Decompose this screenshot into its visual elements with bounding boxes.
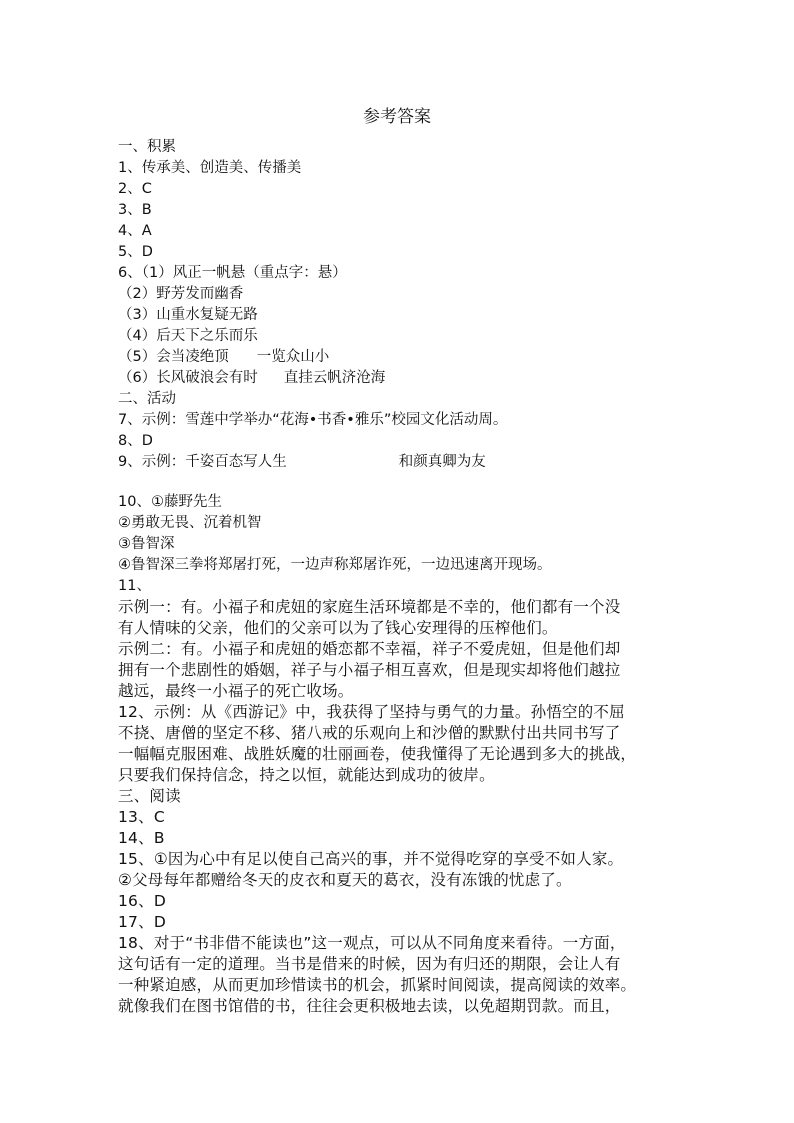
answer-line: 一幅幅克服困难、战胜妖魔的壮丽画卷，使我懂得了无论遇到多大的挑战， bbox=[118, 745, 637, 763]
answer-line: 就像我们在图书馆借的书，往往会更积极地去读，以免超期罚款。而且， bbox=[118, 997, 621, 1015]
answer-line: 有人情味的父亲，他们的父亲可以为了钱心安理得的压榨他们。 bbox=[118, 619, 558, 637]
page-title: 参考答案 bbox=[363, 107, 431, 127]
answer-line: 5、D bbox=[118, 244, 153, 260]
answer-line: 12、示例：从《西游记》中，我获得了坚持与勇气的力量。孙悟空的不屈 bbox=[118, 703, 625, 721]
answer-line bbox=[118, 452, 486, 472]
answer-part: （6）长风破浪会有时 bbox=[118, 370, 258, 386]
answer-line: 7、示例：雪莲中学举办“花海•书香•雅乐”校园文化活动周。 bbox=[118, 412, 508, 428]
answer-line: 11、 bbox=[118, 578, 151, 594]
answer-line: 4、A bbox=[118, 223, 152, 239]
answer-line: 2、C bbox=[118, 181, 152, 197]
answer-line: 一种紧迫感，从而更加珍惜读书的机会，抓紧时间阅读，提高阅读的效率。 bbox=[118, 976, 637, 994]
answer-line: 6、（1）风正一帆悬（重点字：悬） bbox=[118, 265, 347, 281]
answer-line: （4）后天下之乐而乐 bbox=[118, 328, 258, 344]
answer-line: 越远，最终一小福子的死亡收场。 bbox=[118, 682, 354, 700]
answer-line: ②父母每年都赠给冬天的皮衣和夏天的葛衣，没有冻饿的忧虑了。 bbox=[118, 871, 572, 889]
answer-line: 示例一：有。小福子和虎妞的家庭生活环境都是不幸的，他们都有一个没 bbox=[118, 598, 621, 616]
answer-line: ③鲁智深 bbox=[118, 536, 175, 552]
answer-part: 和颜真卿为友 bbox=[398, 454, 486, 470]
answer-line: （3）山重水复疑无路 bbox=[118, 307, 258, 323]
answer-line: 16、D bbox=[118, 892, 166, 910]
answer-line: 3、B bbox=[118, 202, 152, 218]
section-heading: 三、阅读 bbox=[118, 787, 181, 805]
answer-line: （2）野芳发而幽香 bbox=[118, 286, 244, 302]
answer-line: 示例二：有。小福子和虎妞的婚恋都不幸福，祥子不爱虎妞，但是他们却 bbox=[118, 640, 621, 658]
answer-line bbox=[118, 368, 385, 388]
answer-line: 13、C bbox=[118, 808, 165, 826]
section-heading: 二、活动 bbox=[118, 391, 176, 407]
answer-line: 15、①因为心中有足以使自己高兴的事，并不觉得吃穿的享受不如人家。 bbox=[118, 850, 624, 868]
answer-line: ④鲁智深三拳将郑屠打死，一边声称郑屠诈死，一边迅速离开现场。 bbox=[118, 557, 552, 573]
answer-line: 拥有一个悲剧性的婚姻，祥子与小福子相互喜欢，但是现实却将他们越拉 bbox=[118, 661, 621, 679]
answer-part: 一览众山小 bbox=[256, 349, 330, 365]
answer-line: 不挠、唐僧的坚定不移、猪八戒的乐观向上和沙僧的默默付出共同书写了 bbox=[118, 724, 621, 742]
section-heading: 一、积累 bbox=[118, 139, 176, 155]
answer-line bbox=[118, 347, 329, 367]
answer-line: 1、传承美、创造美、传播美 bbox=[118, 160, 302, 176]
answer-line: 8、D bbox=[118, 433, 153, 449]
answer-part: 9、示例：千姿百态写人生 bbox=[118, 454, 287, 470]
answer-line: 这句话有一定的道理。当书是借来的时候，因为有归还的期限，会让人有 bbox=[118, 955, 621, 973]
answer-line: 只要我们保持信念，持之以恒，就能达到成功的彼岸。 bbox=[118, 766, 495, 784]
answer-part: 直挂云帆济沧海 bbox=[283, 370, 386, 386]
answer-line: 10、①藤野先生 bbox=[118, 494, 222, 510]
answer-line: ②勇敢无畏、沉着机智 bbox=[118, 515, 262, 531]
answer-line: 17、D bbox=[118, 913, 166, 931]
answer-part: （5）会当凌绝顶 bbox=[118, 349, 229, 365]
answer-line: 14、B bbox=[118, 829, 165, 847]
answer-line: 18、对于“书非借不能读也”这一观点，可以从不同角度来看待。一方面， bbox=[118, 934, 626, 952]
